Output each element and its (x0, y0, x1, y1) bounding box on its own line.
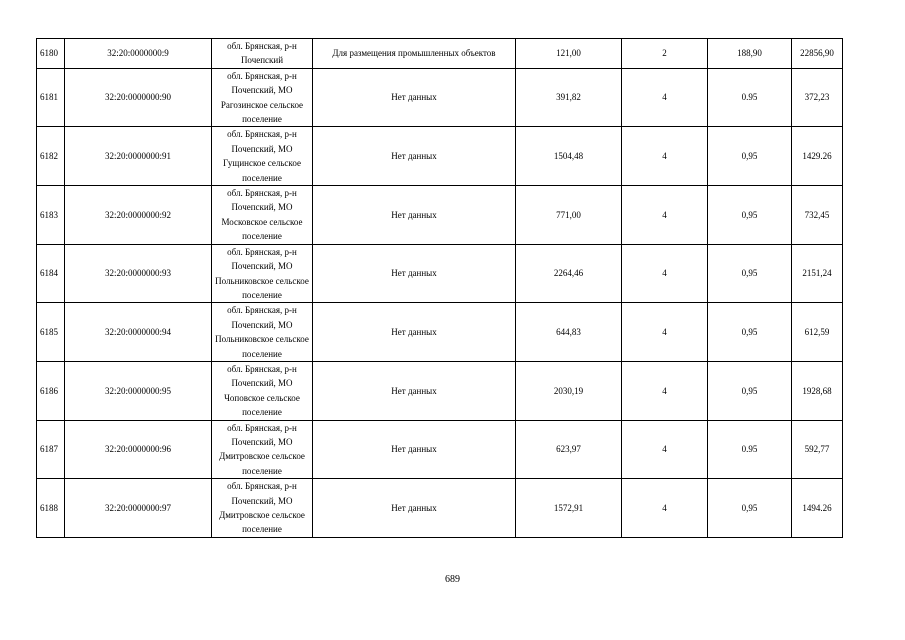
address-line: Почепский, МО (231, 378, 293, 389)
area-cell: 771,00 (516, 186, 622, 245)
page-number: 689 (445, 574, 460, 585)
address-line: Московское сельское (221, 216, 303, 227)
group-cell: 4 (622, 68, 708, 127)
group-cell: 4 (622, 186, 708, 245)
address-line: Почепский, МО (231, 436, 293, 447)
land-plots-table (36, 38, 843, 538)
permitted-use-cell: Нет данных (313, 420, 516, 479)
address-line: обл. Брянская, р-н (227, 481, 297, 492)
cadastral-value-cell: 372,23 (792, 68, 843, 127)
address-line: Польниковское сельское (215, 275, 309, 286)
address-line: Почепский, МО (231, 202, 293, 213)
cadastral-number-cell: 32:20:0000000:95 (65, 361, 212, 420)
address-line: Дмитровское сельское (219, 451, 305, 462)
address-line: обл. Брянская, р-н (227, 246, 297, 257)
address-line: поселение (242, 231, 282, 242)
address-cell (212, 303, 313, 362)
area-cell: 121,00 (516, 39, 622, 69)
permitted-use-cell: Нет данных (313, 479, 516, 538)
cadastral-number-cell: 32:20:0000000:97 (65, 479, 212, 538)
cadastral-number-cell: 32:20:0000000:9 (65, 39, 212, 69)
rate-cell: 0.95 (708, 420, 792, 479)
address-cell (212, 127, 313, 186)
table-body (37, 39, 843, 538)
table-row (37, 68, 843, 127)
area-cell: 2264,46 (516, 244, 622, 303)
address-line: поселение (242, 114, 282, 125)
cadastral-value-cell: 1494.26 (792, 479, 843, 538)
group-cell: 4 (622, 127, 708, 186)
address-line: Рагозинское сельское (220, 99, 304, 110)
address-cell (212, 420, 313, 479)
cadastral-number-cell: 32:20:0000000:92 (65, 186, 212, 245)
cadastral-value-cell: 22856,90 (792, 39, 843, 69)
group-cell: 4 (622, 361, 708, 420)
cadastral-value-cell: 1928,68 (792, 361, 843, 420)
row-number-cell: 6184 (37, 244, 65, 303)
group-cell: 4 (622, 303, 708, 362)
row-number-cell: 6183 (37, 186, 65, 245)
permitted-use-cell: Нет данных (313, 361, 516, 420)
address-line: обл. Брянская, р-н (227, 41, 297, 51)
address-cell (212, 361, 313, 420)
address-cell (212, 39, 313, 69)
area-cell: 2030,19 (516, 361, 622, 420)
row-number-cell: 6185 (37, 303, 65, 362)
address-line: обл. Брянская, р-н (227, 422, 297, 433)
address-line: поселение (242, 348, 282, 359)
address-line: поселение (242, 465, 282, 476)
group-cell: 2 (622, 39, 708, 69)
cadastral-number-cell: 32:20:0000000:94 (65, 303, 212, 362)
address-line: обл. Брянская, р-н (227, 305, 297, 316)
row-number-cell: 6186 (37, 361, 65, 420)
area-cell: 623,97 (516, 420, 622, 479)
rate-cell: 0,95 (708, 127, 792, 186)
address-cell (212, 244, 313, 303)
cadastral-value-cell: 1429.26 (792, 127, 843, 186)
row-number-cell: 6182 (37, 127, 65, 186)
address-line: обл. Брянская, р-н (227, 363, 297, 374)
address-line: Почепский, МО (231, 143, 293, 154)
cadastral-value-cell: 612,59 (792, 303, 843, 362)
row-number-cell: 6180 (37, 39, 65, 69)
table-row (37, 361, 843, 420)
table-row (37, 303, 843, 362)
table-row (37, 479, 843, 538)
cadastral-value-cell: 732,45 (792, 186, 843, 245)
address-line: Дмитровское сельское (219, 510, 305, 520)
permitted-use-cell: Нет данных (313, 68, 516, 127)
address-cell (212, 479, 313, 538)
address-line: поселение (242, 524, 282, 535)
cadastral-number-cell: 32:20:0000000:90 (65, 68, 212, 127)
address-line: Польниковское сельское (215, 334, 309, 345)
address-cell (212, 68, 313, 127)
table-row (37, 244, 843, 303)
cadastral-number-cell: 32:20:0000000:96 (65, 420, 212, 479)
rate-cell: 0,95 (708, 186, 792, 245)
rate-cell: 188,90 (708, 39, 792, 69)
permitted-use-cell: Нет данных (313, 186, 516, 245)
cadastral-value-cell: 2151,24 (792, 244, 843, 303)
rate-cell: 0,95 (708, 303, 792, 362)
group-cell: 4 (622, 420, 708, 479)
cadastral-number-cell: 32:20:0000000:93 (65, 244, 212, 303)
row-number-cell: 6187 (37, 420, 65, 479)
table-row (37, 39, 843, 69)
address-line: поселение (242, 172, 282, 183)
group-cell: 4 (622, 244, 708, 303)
table-row (37, 127, 843, 186)
address-line: обл. Брянская, р-н (227, 188, 297, 199)
cadastral-value-cell: 592,77 (792, 420, 843, 479)
row-number-cell: 6181 (37, 68, 65, 127)
table-row (37, 420, 843, 479)
area-cell: 1504,48 (516, 127, 622, 186)
address-line: обл. Брянская, р-н (227, 129, 297, 140)
address-line: поселение (242, 289, 282, 300)
area-cell: 391,82 (516, 68, 622, 127)
area-cell: 644,83 (516, 303, 622, 362)
address-line: Чоповское сельское (224, 392, 300, 403)
address-line: Почепский, МО (231, 85, 293, 96)
rate-cell: 0.95 (708, 68, 792, 127)
rate-cell: 0,95 (708, 244, 792, 303)
address-line: Почепский, МО (231, 495, 293, 506)
address-line: обл. Брянская, р-н (227, 70, 297, 81)
address-line: поселение (242, 407, 282, 418)
group-cell: 4 (622, 479, 708, 538)
permitted-use-cell: Нет данных (313, 127, 516, 186)
address-cell (212, 186, 313, 245)
table-row (37, 186, 843, 245)
address-line: Почепский, МО (231, 261, 293, 272)
permitted-use-cell: Нет данных (313, 303, 516, 362)
cadastral-number-cell: 32:20:0000000:91 (65, 127, 212, 186)
address-line: Почепский, МО (231, 319, 293, 330)
address-line: Почепский (240, 55, 284, 66)
permitted-use-cell: Для размещения промышленных объектов (313, 39, 516, 69)
address-line: Гущинское сельское (223, 158, 301, 169)
rate-cell: 0,95 (708, 361, 792, 420)
permitted-use-cell: Нет данных (313, 244, 516, 303)
area-cell: 1572,91 (516, 479, 622, 538)
rate-cell: 0,95 (708, 479, 792, 538)
row-number-cell: 6188 (37, 479, 65, 538)
